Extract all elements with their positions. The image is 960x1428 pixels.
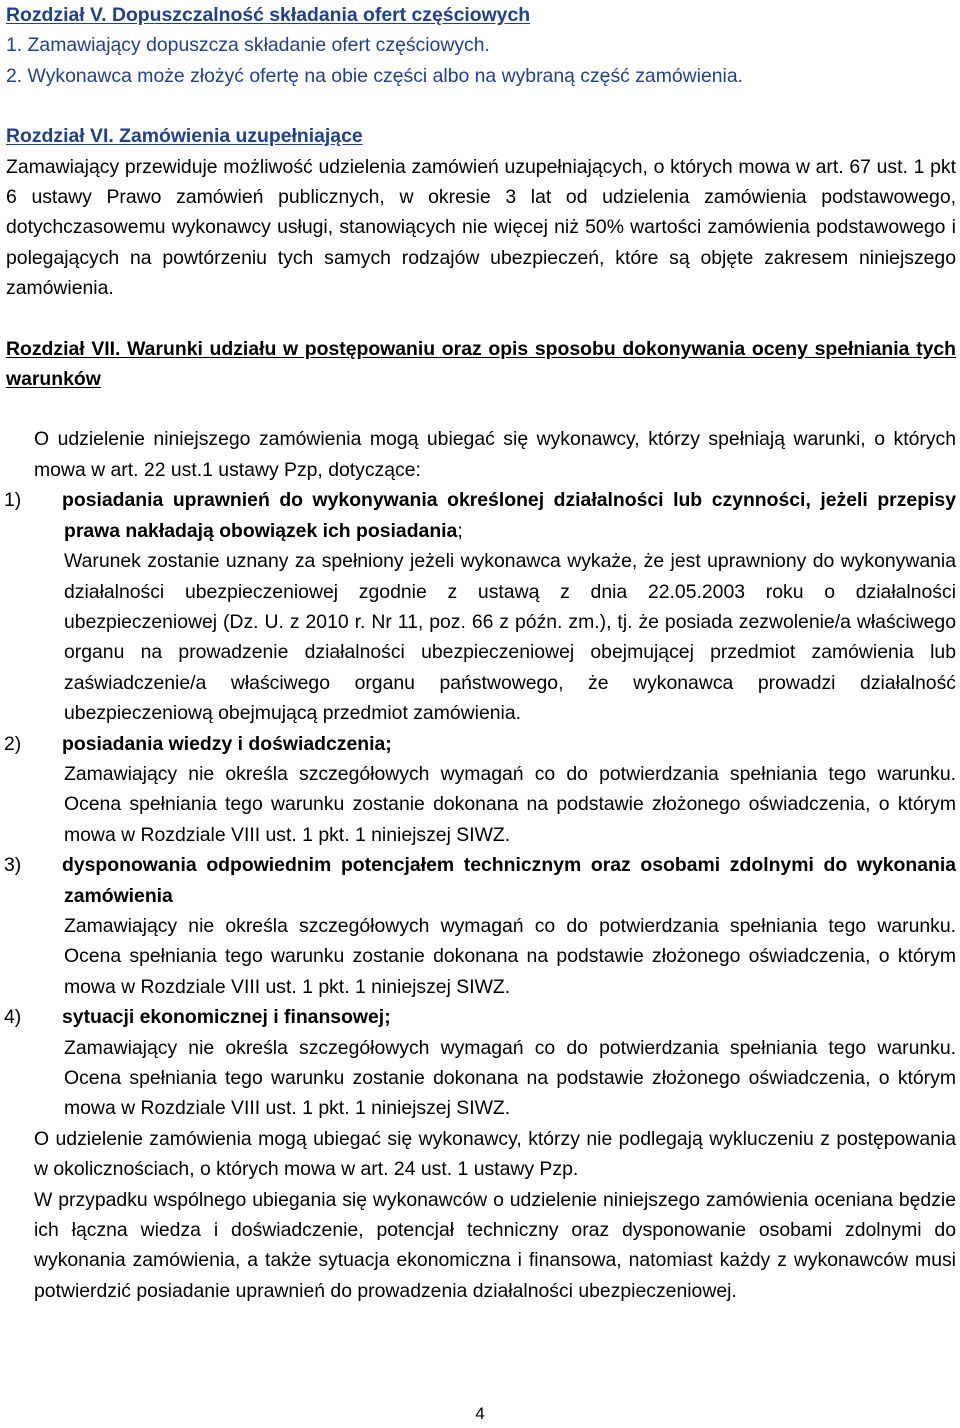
chapter-6-title: Rozdział VI. Zamówienia uzupełniające — [6, 125, 363, 148]
chapter-7-point-3 — [6, 1185, 956, 1307]
sub-item-number: 4) — [4, 1006, 22, 1029]
sub-item-1-heading — [6, 485, 956, 546]
chapter-5-item-1: 1. Zamawiający dopuszcza składanie ofert częściowych. — [6, 34, 490, 57]
document-page — [6, 0, 956, 1306]
sub-item-number: 2) — [4, 732, 22, 755]
sub-item-heading-tail: ; — [457, 519, 463, 542]
point-text: W przypadku wspólnego ubiegania się wykonawców o udzielenie niniejszego zamówienia oceniana będzie ich łączna wiedza i doświadczenie, potencjał techniczny oraz dysponowanie osobami zdolnymi do wykonania zamówienia, a także sytuacja ekonomiczna i finansowa, natomiast każdy z wykonawców musi potwierdzić posiadanie uprawnień do prowadzenia działalności ubezpieczeniowej. — [34, 1188, 956, 1302]
sub-item-3-heading — [6, 850, 956, 911]
sub-item-number: 3) — [4, 854, 22, 877]
chapter-7-point-1 — [6, 424, 956, 485]
sub-item-1-body: Warunek zostanie uznany za spełniony jeżeli wykonawca wykaże, że jest uprawniony do wykonywania działalności ubezpieczeniowej zgodnie z ustawą z dnia 22.05.2003 roku o działalności ubezpieczeniowej (Dz. U. z 2010 r. Nr 11, poz. 66 z późn. zm.), tj. że posiada zezwolenie/a właściwego organu na prowadzenie działalności ubezpieczeniowej obejmującej przedmiot zamówienia lub zaświadczenie/a właściwego organu państwowego, że wykonawca prowadzi działalność ubezpieczeniową obejmującą przedmiot zamówienia. — [64, 550, 956, 725]
point-number — [6, 424, 34, 454]
chapter-6-body: Zamawiający przewiduje możliwość udzielenia zamówień uzupełniających, o których mowa w art. 67 ust. 1 pkt 6 ustawy Prawo zamówień publicznych, w okresie 3 lat od udzielenia zamówienia podstawowego, dotychczasowemu wykonawcy usługi, stanowiących nie więcej niż 50% wartości zamówienia podstawowego i polegających na powtórzeniu tych samych rodzajów ubezpieczeń, które są objęte zakresem niniejszego zamówienia. — [6, 155, 956, 300]
point-number — [6, 1185, 34, 1215]
chapter-5-item-2: 2. Wykonawca może złożyć ofertę na obie części albo na wybraną część zamówienia. — [6, 64, 744, 87]
sub-item-2-body: Zamawiający nie określa szczegółowych wymagań co do potwierdzania spełniania tego warunku. Ocena spełniania tego warunku zostanie dokonana na podstawie złożonego oświadczenia, o którym mowa w Rozdziale VIII ust. 1 pkt. 1 niniejszej SIWZ. — [64, 762, 956, 846]
spacer — [6, 394, 956, 424]
sub-item-number: 1) — [4, 489, 22, 512]
point-text: O udzielenie zamówienia mogą ubiegać się wykonawcy, którzy nie podlegają wykluczeniu z postępowania w okolicznościach, o których mowa w art. 24 ust. 1 ustawy Pzp. — [34, 1127, 956, 1181]
sub-item-2-heading — [6, 729, 956, 759]
page-number: 4 — [475, 1404, 485, 1423]
sub-item-4-heading — [6, 1002, 956, 1032]
sub-item-heading-text: posiadania wiedzy i doświadczenia; — [62, 732, 392, 755]
sub-item-4-body: Zamawiający nie określa szczegółowych wymagań co do potwierdzania spełniania tego warunku. Ocena spełniania tego warunku zostanie dokonana na podstawie złożonego oświadczenia, o którym mowa w Rozdziale VIII ust. 1 pkt. 1 niniejszej SIWZ. — [64, 1036, 956, 1120]
spacer — [6, 91, 956, 121]
point-text: O udzielenie niniejszego zamówienia mogą ubiegać się wykonawcy, którzy spełniają warunki, o których mowa w art. 22 ust.1 ustawy Pzp, dotyczące: — [34, 428, 956, 481]
point-number — [6, 1124, 34, 1154]
sub-item-heading-text: posiadania uprawnień do wykonywania określonej działalności lub czynności, jeżeli przepisy prawa nakładają obowiązek ich posiadania — [62, 489, 956, 542]
sub-item-heading-text: sytuacji ekonomicznej i finansowej; — [62, 1006, 391, 1029]
chapter-5-title: Rozdział V. Dopuszczalność składania ofert częściowych — [6, 4, 531, 26]
sub-item-3-body: Zamawiający nie określa szczegółowych wymagań co do potwierdzania spełniania tego warunku. Ocena spełniania tego warunku zostanie dokonana na podstawie złożonego oświadczenia, o którym mowa w Rozdziale VIII ust. 1 pkt. 1 niniejszej SIWZ. — [64, 914, 956, 998]
chapter-7-title: Rozdział VII. Warunki udziału w postępowaniu oraz opis sposobu dokonywania oceny spełniania tych warunków — [6, 337, 956, 391]
chapter-7-point-2 — [6, 1124, 956, 1185]
sub-item-heading-text: dysponowania odpowiednim potencjałem technicznym oraz osobami zdolnymi do wykonania zamówienia — [62, 854, 956, 907]
spacer — [6, 304, 956, 334]
